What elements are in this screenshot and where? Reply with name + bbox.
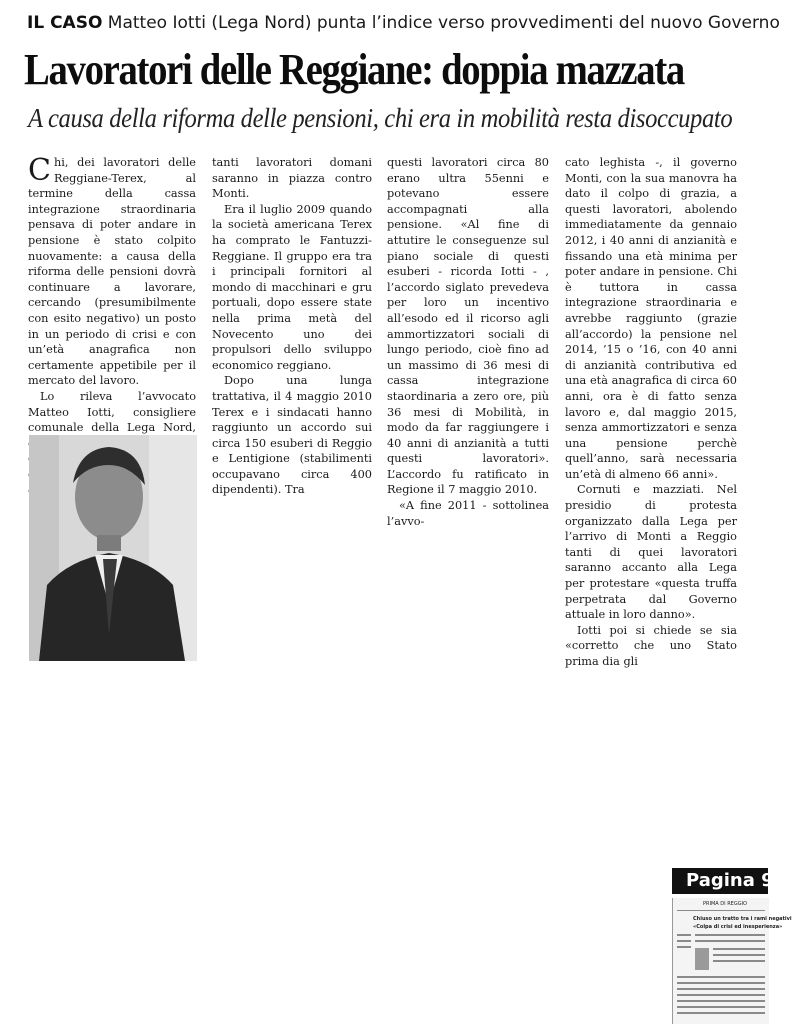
thumb-text-line — [677, 934, 691, 936]
thumb-text-line — [677, 976, 765, 978]
thumb-text-line — [677, 1012, 765, 1014]
thumb-text-line — [677, 994, 765, 996]
column-3 — [387, 155, 549, 529]
thumb-text-line — [677, 946, 691, 948]
col2-paragraph-2: Era il luglio 2009 quando la società americana Terex ha comprato le Fantuzzi-Reggiane. Il gruppo era tra i principali fornitori al mondo di macchinari e gru portuali, dopo essere state nella prima metà del Novecento uno dei propulsori dello sviluppo economico reggiano. — [212, 202, 372, 372]
thumb-text-line — [677, 1006, 765, 1008]
drop-cap: C — [28, 153, 51, 188]
thumb-header: PRIMA DI REGGIO — [703, 901, 747, 907]
page-label[interactable]: Pagina 9 — [672, 868, 768, 894]
thumb-text-line — [677, 988, 765, 990]
portrait-photo — [29, 435, 197, 661]
page-thumbnail[interactable] — [672, 898, 792, 1024]
thumb-text-line — [713, 948, 765, 950]
col2-paragraph-1: tanti lavoratori domani saranno in piazza contro Monti. — [212, 156, 372, 201]
thumb-text-line — [713, 960, 765, 962]
thumb-text-line — [695, 940, 765, 942]
col1-paragraph-2: Lo rileva l’avvocato Matteo Iotti, consigliere comunale della Lega Nord, — [28, 389, 196, 435]
headline: Lavoratori delle Reggiane: doppia mazzata — [24, 45, 684, 94]
thumb-text-line — [677, 1000, 765, 1002]
thumb-text-line — [713, 954, 765, 956]
subhead: A causa della riforma delle pensioni, chi era in mobilità resta disoccupato — [28, 103, 733, 133]
thumb-photo — [695, 948, 709, 970]
thumb-rule — [677, 910, 765, 911]
thumb-title-2: «Colpa di crisi ed inesperienza» — [693, 924, 783, 930]
column-2 — [212, 155, 372, 498]
kicker — [27, 13, 780, 33]
kicker-tag: IL CASO — [27, 13, 103, 33]
col4-paragraph-2: Cornuti e mazziati. Nel presidio di protesta organizzato dalla Lega per l’arrivo di Monti a Reggio tanti di quei lavoratori saranno accanto alla Lega per protestare «questa truffa perpetrata dal Governo attuale in loro danno». — [565, 483, 737, 622]
col3-paragraph-1: questi lavoratori circa 80 erano ultra 55enni e potevano essere accompagnati alla pensione. «Al fine di attutire le conseguenze sul piano sociale di questi esuberi - ricorda Iotti - , l’accordo siglato prevedeva per loro un incentivo all’esodo ed il ricorso agli ammortizzatori sociali di lungo periodo, cioè fino ad un massimo di 36 mesi di cassa integrazione staordinaria a zero ore, più 36 mesi di Mobilità, in modo da far raggiungere i 40 anni di anzianità a tutti questi lavoratori». L’accordo fu ratificato in Regione il 7 maggio 2010. — [387, 156, 549, 497]
col3-paragraph-2: «A fine 2011 - sottolinea l’avvo- — [387, 499, 549, 528]
column-4 — [565, 155, 737, 670]
thumb-text-line — [677, 982, 765, 984]
kicker-text: Matteo Iotti (Lega Nord) punta l’indice verso provvedimenti del nuovo Governo — [102, 13, 780, 33]
col4-paragraph-3: Iotti poi si chiede se sia «corretto che uno Stato prima dia gli — [565, 623, 737, 668]
col1-paragraph-1 — [28, 155, 196, 389]
thumb-title-1: Chiuso un tratto tra i rami negativi — [693, 916, 792, 922]
col1-p1-text: hi, dei lavoratori delle Reggiane-Terex, al termine della cassa integrazione straordinaria pensava di poter andare in pensione è stato colpito nuovamente: a causa della riforma delle pensioni dovrà continuare a lavorare, cercando (presumibilmente con esito negativo) un posto in un periodo di crisi e con un’età anagrafica non certamente appetibile per il mercato del lavoro. — [28, 156, 196, 388]
thumb-text-line — [677, 940, 691, 942]
page-thumbnail-widget[interactable] — [672, 868, 792, 1024]
col2-paragraph-3: Dopo una lunga trattativa, il 4 maggio 2010 Terex e i sindacati hanno raggiunto un accordo sui circa 150 esuberi di Reggio e Lentigione (stabilimenti occupavano circa 400 dipendenti). Tra — [212, 374, 372, 497]
portrait-illustration — [29, 435, 197, 661]
col4-paragraph-1: cato leghista -, il governo Monti, con la sua manovra ha dato il colpo di grazia, a questi lavoratori, abolendo immediatamente da gennaio 2012, i 40 anni di anzianità e fissando una età minima per poter andare in pensione. Chi è tuttora in cassa integrazione straordinaria e avrebbe raggiunto (grazie all’accordo) la pensione nel 2014, ’15 o ’16, con 40 anni di anzianità contributiva ed una età anagrafica di circa 60 anni, ora è di fatto senza lavoro e, dal maggio 2015, senza ammortizzatori e senza una pensione perchè quell’anno, sarà necessaria un’età di almeno 66 anni». — [565, 156, 737, 481]
thumb-text-line — [695, 934, 765, 936]
